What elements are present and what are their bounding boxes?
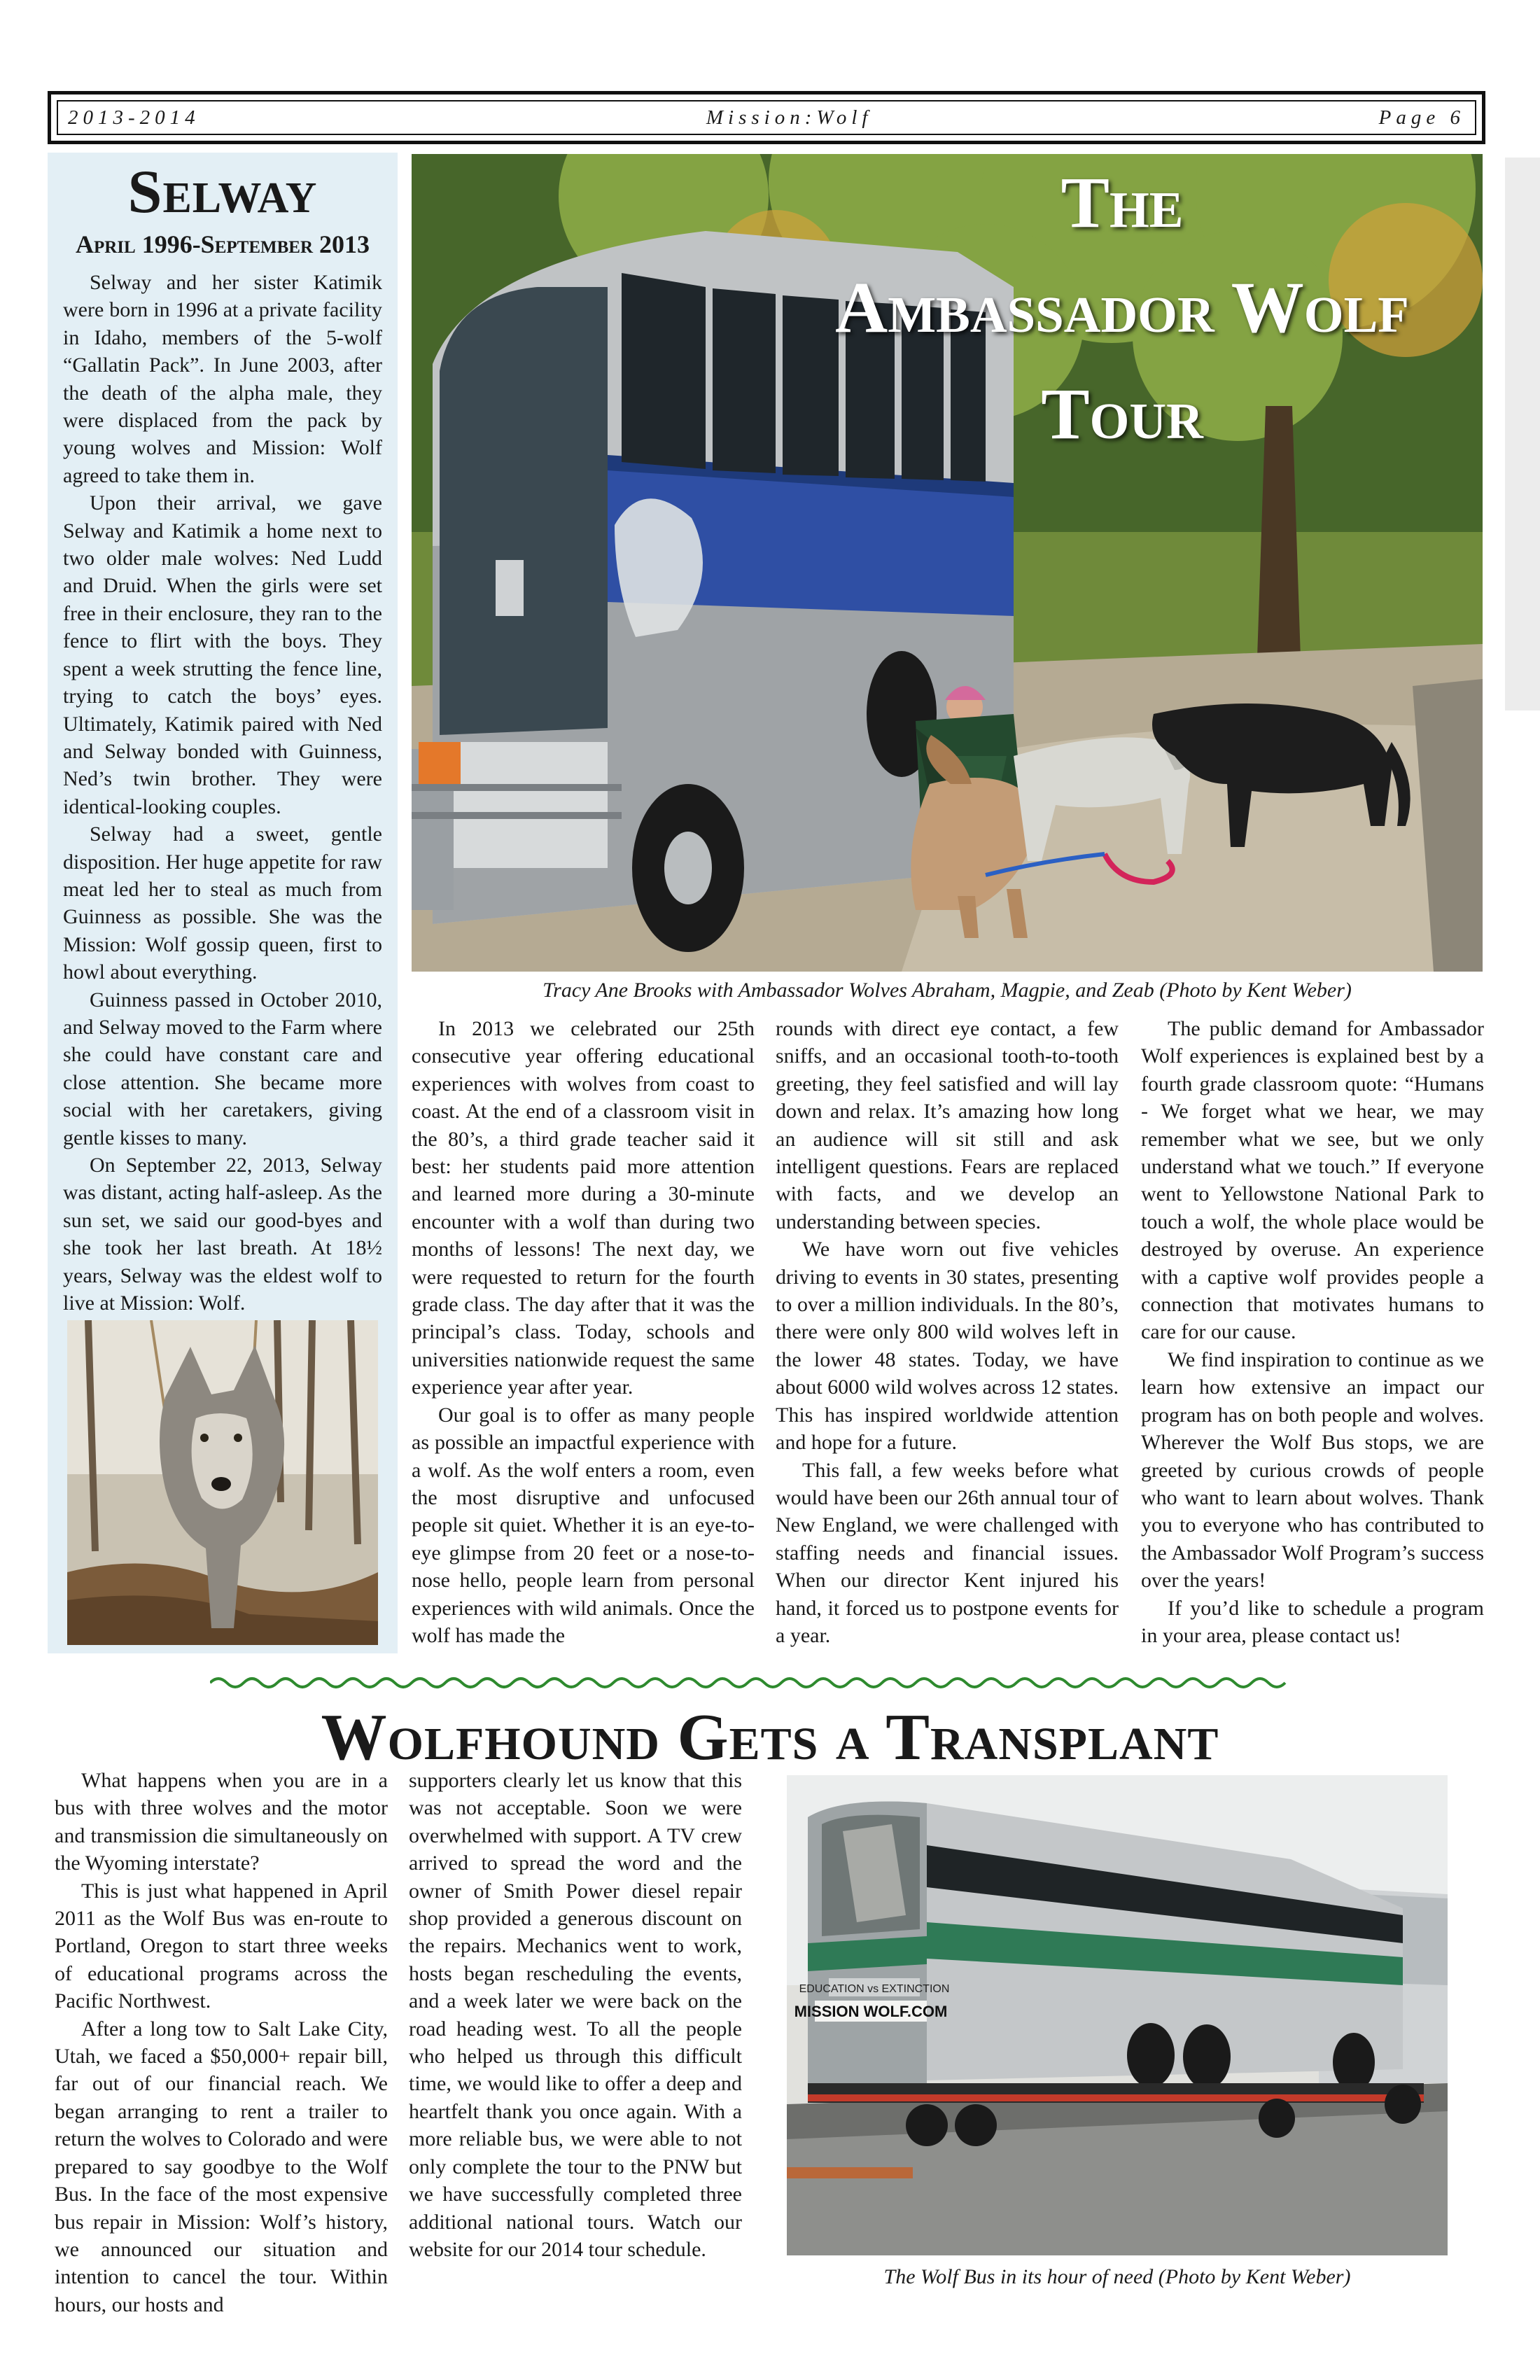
- tour-paragraph: If you’d like to schedule a program in your area, please contact us!: [1141, 1596, 1484, 1647]
- tour-column-3: [1141, 1015, 1484, 1649]
- bus-photo-caption: Tracy Ane Brooks with Ambassador Wolves Abraham, Magpie, and Zeab (Photo by Kent Weber): [542, 979, 1352, 1002]
- sidebar-body: [63, 269, 382, 1317]
- transplant-paragraph: What happens when you are in a bus with three wolves and the motor and transmission die simultaneously on the Wyoming interstate?: [55, 1769, 388, 1875]
- wolf-bus-on-trailer-photo: [787, 1775, 1448, 2255]
- transplant-paragraph: This is just what happened in April 2011 as the Wolf Bus was en-route to Portland, Oregon to start three weeks of educational programs across the Pacific Northwest.: [55, 1879, 388, 2013]
- page-edge-strip: [1505, 158, 1540, 710]
- transplant-paragraph: supporters clearly let us know that this was not acceptable. Soon we were overwhelmed with support. A TV crew arrived to spread the word and the owner of Smith Power diesel repair shop provided a generous discount on the repairs. Mechanics went to work, hosts began rescheduling the events, and a week later we were back on the road heading west. To all the people who helped us through this difficult time, we would like to offer a deep and heartfelt thank you once again. With a more reliable bus, we were able to not only complete the tour to the PNW but we have successfully completed three additional national tours. Watch our website for our 2014 tour schedule.: [409, 1769, 742, 2261]
- sidebar-paragraph: Selway and her sister Katimik were born in 1996 at a private facility in Idaho, members of the 5-wolf “Gallatin Pack”. In June 2003, after the death of the alpha male, they were displaced from the pack by young wolves and Mission: Wolf agreed to take them in.: [63, 271, 382, 487]
- sidebar-paragraph: Guinness passed in October 2010, and Selway moved to the Farm where she could have constant care and close attention. She became more social with her caretakers, giving gentle kisses to many.: [63, 988, 382, 1149]
- tour-column-1: [412, 1015, 755, 1649]
- tour-paragraph: We find inspiration to continue as we learn how extensive an impact our program has on both people and wolves. Wherever the Wolf Bus stops, we are greeted by curious crowds of people who want to learn about wolves. Thank you to everyone who has contributed to the Ambassador Wolf Program’s success over the years!: [1141, 1348, 1484, 1592]
- transplant-column-1: [55, 1767, 388, 2318]
- transplant-column-2: [409, 1767, 742, 2263]
- header-publication: Mission:Wolf: [706, 106, 873, 129]
- wavy-divider: [210, 1674, 1288, 1691]
- tour-title-overlay: [412, 154, 1483, 476]
- selway-sidebar: [48, 153, 398, 1653]
- tour-column-2: [776, 1015, 1119, 1649]
- tour-paragraph: In 2013 we celebrated our 25th consecutive year offering educational experiences with wolves from coast to coast. At the end of a classroom visit in the 80’s, a third grade teacher said it best: her students paid more attention and learned more during a 30-minute encounter with a wolf than during two months of lessons! The next day, we were requested to return for the fourth grade class. The day after that it was the principal’s class. Today, schools and universities nationwide request the same experience year after year.: [412, 1017, 755, 1399]
- tour-paragraph: This fall, a few weeks before what would have been our 26th annual tour of New England, we were challenged with staffing needs and financial issues. When our director Kent injured his hand, it forced us to postpone events for a year.: [776, 1458, 1119, 1647]
- sidebar-dates: April 1996-September 2013: [75, 230, 370, 258]
- tour-title-line-1: The: [1060, 162, 1184, 243]
- sidebar-title: Selway: [127, 158, 318, 226]
- bus-slogan-text: EDUCATION vs EXTINCTION: [799, 1983, 950, 1995]
- tour-title-line-3: Tour: [1041, 374, 1203, 454]
- tour-title-line-2: Ambassador Wolf: [835, 267, 1409, 348]
- sidebar-paragraph: Selway had a sweet, gentle disposition. Her huge appetite for raw meat led her to steal as much from Guinness as possible. She was the Mission: Wolf gossip queen, first to howl about everything.: [63, 822, 382, 984]
- sidebar-paragraph: Upon their arrival, we gave Selway and Katimik a home next to two older male wolves: Ned Ludd and Druid. When the girls were set free in their enclosure, they ran to the fence to flirt with the boys. They spent a week strutting the fence line, trying to catch the boys’ eyes. Ultimately, Katimik paired with Ned and Selway bonded with Guinness, Ned’s twin brother. They were identical-looking couples.: [63, 491, 382, 818]
- tour-paragraph: The public demand for Ambassador Wolf experiences is explained best by a fourth grade classroom quote: “Humans - We forget what we hear, we may remember what we see, but we only understand what we touch.” If everyone went to Yellowstone National Park to touch a wolf, the whole place would be destroyed by overuse. An experience with a captive wolf provides people a connection that motivates humans to care for our cause.: [1141, 1017, 1484, 1344]
- page-header: [48, 91, 1485, 144]
- tour-paragraph: Our goal is to offer as many people as possible an impactful experience with a wolf. As the wolf enters a room, even the most disruptive and unfocused people sit quiet. Whether it is an eye-to-eye glimpse from 20 feet or a nose-to-nose hello, people learn from personal experiences with wild animals. Once the wolf has made the: [412, 1403, 755, 1647]
- tour-paragraph: We have worn out five vehicles driving to events in 30 states, presenting to over a million individuals. In the 80’s, there were only 800 wild wolves left in the lower 48 states. Today, we have about 6000 wild wolves across 12 states. This has inspired worldwide attention and hope for a future.: [776, 1238, 1119, 1455]
- bus-website-sign: MISSION WOLF.COM: [794, 2003, 948, 2020]
- header-page-number: Page 6: [1378, 106, 1465, 129]
- sidebar-paragraph: On September 22, 2013, Selway was distant, acting half-asleep. As the sun set, we said our good-byes and she took her last breath. At 18½ years, Selway was the eldest wolf to live at Mission: Wolf.: [63, 1154, 382, 1315]
- header-year: 2013-2014: [68, 106, 200, 129]
- transplant-paragraph: After a long tow to Salt Lake City, Utah, we faced a $50,000+ repair bill, far out of our financial reach. We began arranging to rent a trailer to return the wolves to Colorado and were prepared to say goodbye to the Wolf Bus. In the face of the most expensive bus repair in Mission: Wolf’s history, we announced our situation and intention to cancel the tour. Within hours, our hosts and: [55, 2017, 388, 2316]
- transplant-headline: Wolfhound Gets a Transplant: [321, 1701, 1219, 1774]
- selway-wolf-photo: [67, 1320, 378, 1645]
- tour-paragraph: rounds with direct eye contact, a few sniffs, and an occasional tooth-to-tooth greeting, they feel satisfied and will lay down and relax. It’s amazing how long an audience will sit still and ask intelligent questions. Fears are replaced with facts, and we develop an understanding between species.: [776, 1017, 1119, 1233]
- transplant-photo-caption: The Wolf Bus in its hour of need (Photo by Kent Weber): [883, 2265, 1351, 2288]
